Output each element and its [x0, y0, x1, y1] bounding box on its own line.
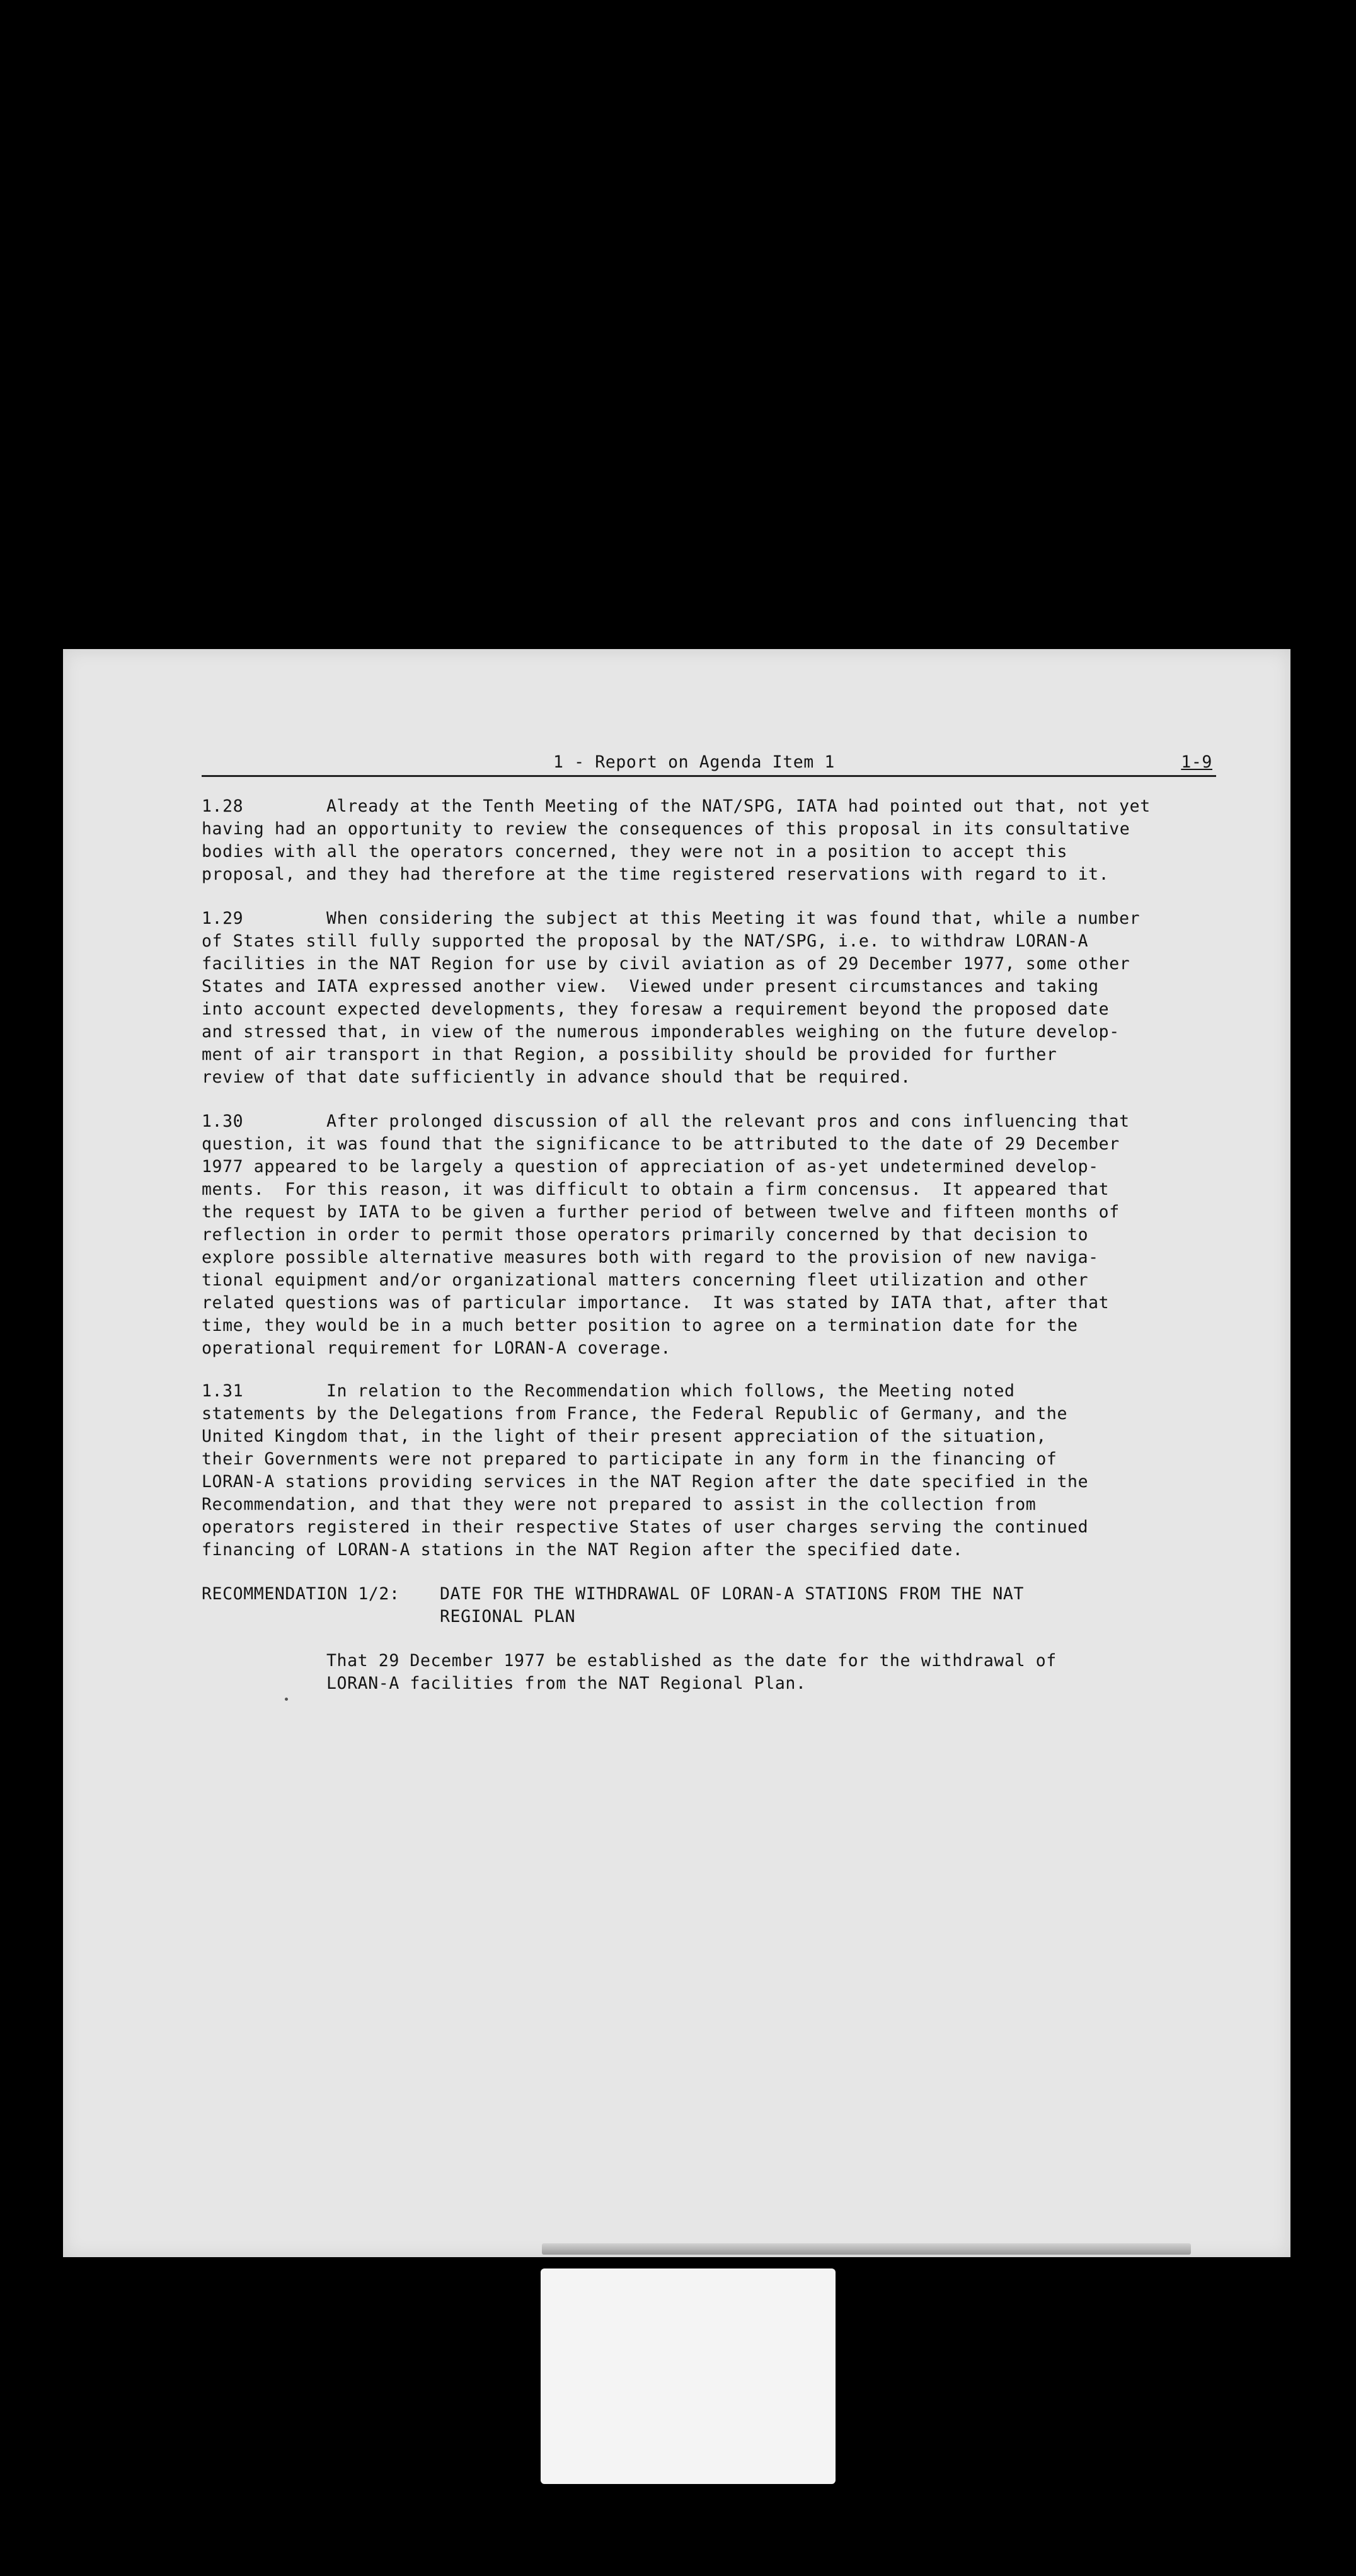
paragraph-number: 1.30: [202, 1112, 244, 1131]
paragraph-line: question, it was found that the significance to be attributed to the date of 29 December: [202, 1134, 1120, 1154]
paragraph-1-30: [202, 1110, 1235, 1360]
paragraph-line: In relation to the Recommendation which follows, the Meeting noted: [326, 1381, 1015, 1401]
paragraph-line: explore possible alternative measures both with regard to the provision of new naviga-: [202, 1248, 1099, 1267]
paragraph-line: ments. For this reason, it was difficult to obtain a firm concensus. It appeared that: [202, 1180, 1110, 1199]
paragraph-1-31: [202, 1380, 1235, 1561]
recommendation-body: [326, 1650, 1196, 1695]
paragraph-line: ment of air transport in that Region, a possibility should be provided for further: [202, 1045, 1057, 1064]
paragraph-number: 1.29: [202, 909, 244, 928]
paragraph-line: Already at the Tenth Meeting of the NAT/SPG, IATA had pointed out that, not yet: [326, 796, 1151, 816]
stray-ink-mark: [285, 1698, 288, 1701]
paragraph-line: review of that date sufficiently in advance should that be required.: [202, 1067, 911, 1087]
paragraph-line: proposal, and they had therefore at the time registered reservations with regard to it.: [202, 865, 1110, 884]
recommendation-title: [440, 1583, 1183, 1628]
paragraph-line: and stressed that, in view of the numerous imponderables weighing on the future develop-: [202, 1022, 1120, 1042]
paragraph-line: tional equipment and/or organizational matters concerning fleet utilization and other: [202, 1270, 1089, 1290]
paragraph-line: financing of LORAN-A stations in the NAT Region after the specified date.: [202, 1540, 963, 1560]
paragraph-line: bodies with all the operators concerned, they were not in a position to accept this: [202, 842, 1068, 861]
header-title: 1 - Report on Agenda Item 1: [553, 752, 835, 772]
recommendation-body-line: LORAN-A facilities from the NAT Regional Plan.: [326, 1674, 807, 1693]
paragraph-1-29: [202, 907, 1235, 1089]
header-page-number: 1-9: [1181, 752, 1212, 772]
recommendation-title-line: DATE FOR THE WITHDRAWAL OF LORAN-A STATIONS FROM THE NAT: [440, 1584, 1025, 1604]
paragraph-line: reflection in order to permit those operators primarily concerned by that decision to: [202, 1225, 1089, 1245]
paragraph-line: facilities in the NAT Region for use by civil aviation as of 29 December 1977, some other: [202, 954, 1130, 974]
paragraph-line: time, they would be in a much better position to agree on a termination date for the: [202, 1316, 1078, 1335]
paragraph-line: operational requirement for LORAN-A coverage.: [202, 1338, 671, 1358]
paragraph-line: operators registered in their respective States of user charges serving the continued: [202, 1517, 1089, 1537]
recommendation-title-line: REGIONAL PLAN: [440, 1607, 576, 1626]
paragraph-number: 1.28: [202, 796, 244, 816]
paragraph-line: of States still fully supported the proposal by the NAT/SPG, i.e. to withdraw LORAN-A: [202, 931, 1089, 951]
page-bottom-edge: [542, 2243, 1191, 2255]
paragraph-line: the request by IATA to be given a further period of between twelve and fifteen months of: [202, 1202, 1120, 1222]
paragraph-line: related questions was of particular importance. It was stated by IATA that, after that: [202, 1293, 1110, 1313]
paragraph-line: 1977 appeared to be largely a question of appreciation of as-yet undetermined develop-: [202, 1157, 1099, 1176]
paragraph-line: After prolonged discussion of all the relevant pros and cons influencing that: [326, 1112, 1130, 1131]
recommendation-label: RECOMMENDATION 1/2:: [202, 1584, 400, 1604]
paragraph-line: their Governments were not prepared to participate in any form in the financing of: [202, 1449, 1057, 1469]
microfilm-target-card: [541, 2268, 836, 2484]
paragraph-line: United Kingdom that, in the light of their present appreciation of the situation,: [202, 1427, 1047, 1446]
paragraph-line: When considering the subject at this Meeting it was found that, while a number: [326, 909, 1141, 928]
paragraph-line: having had an opportunity to review the consequences of this proposal in its consultative: [202, 819, 1130, 839]
paragraph-line: into account expected developments, they foresaw a requirement beyond the proposed date: [202, 999, 1110, 1019]
paragraph-number: 1.31: [202, 1381, 244, 1401]
running-header: [202, 750, 1216, 777]
recommendation-body-line: That 29 December 1977 be established as the date for the withdrawal of: [326, 1651, 1057, 1670]
paragraph-line: States and IATA expressed another view. Viewed under present circumstances and taking: [202, 977, 1099, 996]
paragraph-line: Recommendation, and that they were not prepared to assist in the collection from: [202, 1495, 1037, 1514]
paragraph-line: LORAN-A stations providing services in the NAT Region after the date specified in the: [202, 1472, 1089, 1492]
paragraph-1-28: [202, 795, 1235, 886]
paragraph-line: statements by the Delegations from France, the Federal Republic of Germany, and the: [202, 1404, 1068, 1423]
